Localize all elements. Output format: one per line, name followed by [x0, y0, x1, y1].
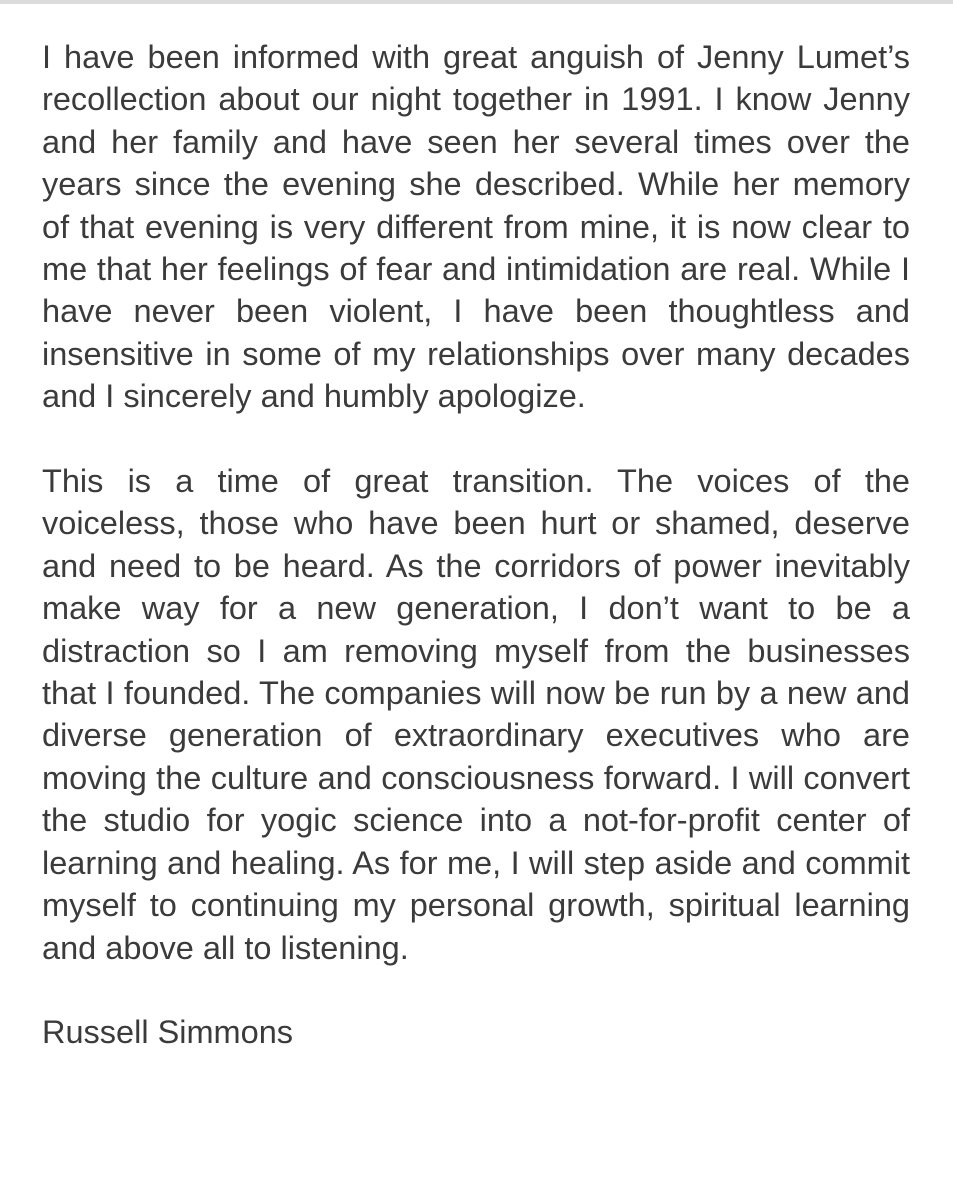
- statement-paragraph-2: This is a time of great transition. The voices of the voiceless, those who have been hurt or shamed, deserve and need to be heard. As the corridors of power inevitably make way for a new generation, I don’t want to be a distraction so I am removing myself from the businesses that I founded. The companies will now be run by a new and diverse generation of extraordinary executives who are moving the culture and consciousness forward. I will convert the studio for yogic science into a not-for-profit center of learning and healing. As for me, I will step aside and commit myself to continuing my personal growth, spiritual learning and above all to listening.: [42, 463, 910, 966]
- signature-name: Russell Simmons: [42, 1014, 294, 1051]
- statement-paragraph-1: I have been informed with great anguish of Jenny Lumet’s recollection about our night together in 1991. I know Jenny and her family and have seen her several times over the years since the evening she described. While her memory of that evening is very different from mine, it is now clear to me that her feelings of fear and intimidation are real. While I have never been violent, I have been thoughtless and insensitive in some of my relationships over many decades and I sincerely and humbly apologize.: [42, 39, 910, 415]
- top-divider: [0, 0, 953, 4]
- statement-document: [42, 36, 910, 1054]
